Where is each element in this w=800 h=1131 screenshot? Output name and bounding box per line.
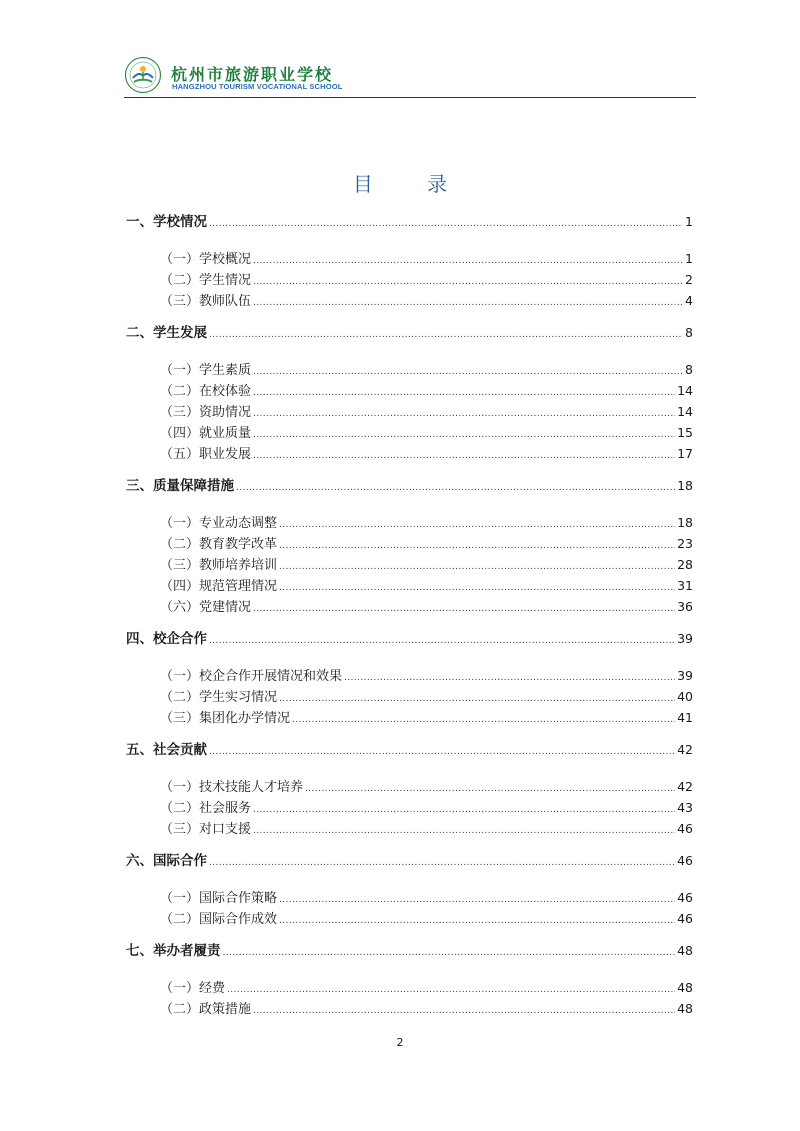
toc-subitem-page: 46 [677,821,693,836]
toc-subitem-label: （三）教师队伍 [160,294,252,309]
toc-subitem[interactable] [160,424,693,442]
toc-section[interactable] [126,630,693,648]
toc-section-label: 六、国际合作 [126,853,207,869]
school-name-cn: 杭州市旅游职业学校 [171,65,334,84]
toc-subitem-page: 1 [685,251,693,266]
toc-subitem-page: 14 [677,404,693,419]
dot-leader [209,632,675,650]
toc-subitem-label: （三）集团化办学情况 [160,711,291,726]
dot-leader [279,690,675,708]
toc-subitem-page: 2 [685,272,693,287]
dot-leader [253,600,675,618]
toc-section[interactable] [126,852,693,870]
toc-section-page: 1 [685,214,693,229]
dot-leader [279,516,675,534]
toc-subitem[interactable] [160,556,693,574]
toc-subitem-label: （二）政策措施 [160,1002,252,1017]
toc-subitem-page: 31 [677,578,693,593]
page-header [124,56,696,100]
toc-subitem-label: （六）党建情况 [160,600,252,615]
toc-subitem-page: 40 [677,689,693,704]
dot-leader [253,426,675,444]
toc-subitem[interactable] [160,688,693,706]
toc-subitem[interactable] [160,514,693,532]
toc-title: 目 录 [352,172,472,196]
dot-leader [279,537,675,555]
toc-subitem[interactable] [160,598,693,616]
toc-subitem-label: （四）规范管理情况 [160,579,278,594]
toc-subitem-page: 46 [677,890,693,905]
toc-subitem-label: （二）学生情况 [160,273,252,288]
toc-subitem-label: （一）学生素质 [160,363,252,378]
toc-subitem-page: 14 [677,383,693,398]
dot-leader [209,326,683,344]
toc-section-label: 五、社会贡献 [126,742,207,758]
toc-section[interactable] [126,213,693,231]
dot-leader [253,252,683,270]
toc-section-page: 42 [677,742,693,757]
toc-subitem[interactable] [160,820,693,838]
school-name-en: HANGZHOU TOURISM VOCATIONAL SCHOOL [172,82,343,91]
dot-leader [253,1002,675,1020]
toc-subitem[interactable] [160,292,693,310]
toc-subitem[interactable] [160,799,693,817]
dot-leader [279,912,675,930]
dot-leader [253,801,675,819]
toc-subitem-label: （一）经费 [160,981,226,996]
dot-leader [305,780,675,798]
toc-subitem[interactable] [160,382,693,400]
toc-subitem-page: 48 [677,1001,693,1016]
toc-subitem-label: （一）校企合作开展情况和效果 [160,669,343,684]
dot-leader [253,405,675,423]
toc-subitem-page: 23 [677,536,693,551]
header-divider [124,97,696,98]
toc-subitem-page: 15 [677,425,693,440]
toc-subitem-label: （二）社会服务 [160,801,252,816]
toc-subitem[interactable] [160,979,693,997]
toc-subitem-label: （三）资助情况 [160,405,252,420]
toc-section-label: 四、校企合作 [126,631,207,647]
toc-section-label: 三、质量保障措施 [126,478,234,494]
toc-subitem[interactable] [160,1000,693,1018]
dot-leader [209,743,675,761]
toc-section-label: 一、学校情况 [126,214,207,230]
toc-subitem-page: 18 [677,515,693,530]
toc-subitem-label: （二）学生实习情况 [160,690,278,705]
toc-subitem-page: 4 [685,293,693,308]
toc-subitem-label: （一）国际合作策略 [160,891,278,906]
toc-subitem-page: 28 [677,557,693,572]
toc-subitem-page: 41 [677,710,693,725]
dot-leader [209,854,675,872]
dot-leader [253,294,683,312]
toc-subitem-label: （二）国际合作成效 [160,912,278,927]
dot-leader [253,273,683,291]
dot-leader [253,822,675,840]
toc-section-page: 48 [677,943,693,958]
toc-subitem-label: （二）教育教学改革 [160,537,278,552]
toc-section-page: 18 [677,478,693,493]
dot-leader [279,891,675,909]
toc-subitem-label: （一）专业动态调整 [160,516,278,531]
toc-subitem-page: 36 [677,599,693,614]
toc-subitem-page: 43 [677,800,693,815]
toc-section-label: 二、学生发展 [126,325,207,341]
toc-section-page: 39 [677,631,693,646]
toc-section-page: 46 [677,853,693,868]
dot-leader [236,479,675,497]
dot-leader [253,363,683,381]
toc-subitem-label: （五）职业发展 [160,447,252,462]
school-logo-icon [124,56,162,94]
page-number: 2 [396,1036,404,1049]
toc-subitem[interactable] [160,910,693,928]
toc-section[interactable] [126,477,693,495]
toc-subitem-label: （一）学校概况 [160,252,252,267]
dot-leader [253,384,675,402]
toc-section-label: 七、举办者履责 [126,943,221,959]
toc-subitem[interactable] [160,250,693,268]
toc-subitem[interactable] [160,535,693,553]
toc-section[interactable] [126,942,693,960]
dot-leader [227,981,675,999]
dot-leader [279,558,675,576]
toc-section[interactable] [126,741,693,759]
dot-leader [279,579,675,597]
toc-subitem-label: （三）教师培养培训 [160,558,278,573]
toc-subitem-page: 42 [677,779,693,794]
toc-subitem[interactable] [160,271,693,289]
dot-leader [344,669,675,687]
toc-subitem-label: （三）对口支援 [160,822,252,837]
toc-subitem-label: （四）就业质量 [160,426,252,441]
toc-subitem[interactable] [160,403,693,421]
toc-subitem[interactable] [160,778,693,796]
toc-subitem[interactable] [160,889,693,907]
toc-subitem-page: 48 [677,980,693,995]
toc-subitem-label: （二）在校体验 [160,384,252,399]
toc-subitem[interactable] [160,577,693,595]
toc-subitem[interactable] [160,445,693,463]
toc-subitem-page: 39 [677,668,693,683]
toc-subitem-page: 46 [677,911,693,926]
toc-subitem[interactable] [160,361,693,379]
toc-subitem-page: 8 [685,362,693,377]
toc-section-page: 8 [685,325,693,340]
dot-leader [209,215,683,233]
toc-subitem-label: （一）技术技能人才培养 [160,780,304,795]
toc-subitem-page: 17 [677,446,693,461]
dot-leader [253,447,675,465]
toc-section[interactable] [126,324,693,342]
dot-leader [292,711,675,729]
toc-subitem[interactable] [160,709,693,727]
toc-subitem[interactable] [160,667,693,685]
dot-leader [223,944,676,962]
